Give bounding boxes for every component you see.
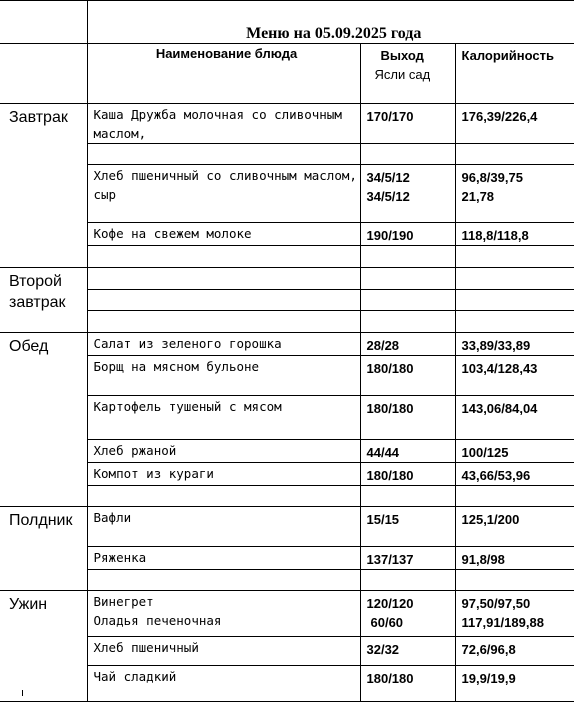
dish-name: Борщ на мясном бульоне <box>87 356 360 396</box>
dish-name: Чай сладкий <box>87 666 360 702</box>
dish-name-line: Оладья печеночная <box>94 613 222 628</box>
blank-cell <box>87 311 360 333</box>
blank-cell <box>455 311 574 333</box>
dish-name <box>87 591 360 637</box>
dish-output: 180/180 <box>360 396 455 440</box>
blank-cell <box>0 1 87 44</box>
dish-name: Вафли <box>87 507 360 547</box>
dish-calories <box>455 591 574 637</box>
dish-name-line: Винегрет <box>94 594 154 609</box>
dish-calories-line: 117,91/189,88 <box>462 613 574 632</box>
dish-calories: 176,39/226,4 <box>455 104 574 144</box>
blank-cell <box>360 290 455 311</box>
dish-calories: 118,8/118,8 <box>455 223 574 246</box>
dish-name: Салат из зеленого горошка <box>87 333 360 356</box>
blank-cell <box>0 44 87 104</box>
dish-name: Хлеб пшеничный со сливочным маслом, сыр <box>87 165 360 223</box>
dish-name: Картофель тушеный с мясом <box>87 396 360 440</box>
dish-name: Ряженка <box>87 547 360 570</box>
blank-cell <box>455 268 574 290</box>
dish-output-line: 60/60 <box>367 613 455 632</box>
meal-label-snack: Полдник <box>0 507 87 591</box>
column-header-output <box>360 44 455 104</box>
blank-cell <box>360 311 455 333</box>
blank-cell <box>360 268 455 290</box>
dish-output-line: 120/120 <box>367 594 455 613</box>
meal-label-lunch: Обед <box>0 333 87 507</box>
page-edge-mark <box>22 690 23 696</box>
dish-name: Хлеб ржаной <box>87 440 360 463</box>
dish-calories-line: 96,8/39,75 <box>462 168 574 187</box>
dish-output: 180/180 <box>360 666 455 702</box>
dish-output <box>360 165 455 223</box>
dish-calories: 143,06/84,04 <box>455 396 574 440</box>
page-title: Меню на 05.09.2025 года <box>87 1 574 44</box>
dish-calories: 43,66/53,96 <box>455 463 574 486</box>
dish-output: 32/32 <box>360 637 455 666</box>
dish-output: 170/170 <box>360 104 455 144</box>
blank-cell <box>455 570 574 591</box>
dish-calories: 103,4/128,43 <box>455 356 574 396</box>
column-header-output-label: Выход <box>381 48 424 63</box>
blank-cell <box>87 268 360 290</box>
blank-cell <box>455 246 574 268</box>
dish-output: 180/180 <box>360 356 455 396</box>
blank-cell <box>360 570 455 591</box>
dish-output <box>360 591 455 637</box>
blank-cell <box>360 144 455 165</box>
column-header-calories: Калорийность <box>455 44 574 104</box>
dish-calories-line: 21,78 <box>462 187 574 206</box>
dish-name: Кофе на свежем молоке <box>87 223 360 246</box>
blank-cell <box>360 246 455 268</box>
dish-output: 44/44 <box>360 440 455 463</box>
dish-name: Хлеб пшеничный <box>87 637 360 666</box>
dish-name: Компот из кураги <box>87 463 360 486</box>
dish-output: 137/137 <box>360 547 455 570</box>
dish-output: 190/190 <box>360 223 455 246</box>
dish-calories <box>455 165 574 223</box>
blank-cell <box>87 486 360 507</box>
dish-calories: 91,8/98 <box>455 547 574 570</box>
dish-calories: 72,6/96,8 <box>455 637 574 666</box>
blank-cell <box>455 486 574 507</box>
blank-cell <box>87 144 360 165</box>
dish-calories: 100/125 <box>455 440 574 463</box>
blank-cell <box>87 570 360 591</box>
dish-output-line: 34/5/12 <box>367 187 455 206</box>
blank-cell <box>87 246 360 268</box>
dish-calories: 33,89/33,89 <box>455 333 574 356</box>
column-header-output-sub: Ясли сад <box>375 65 455 84</box>
dish-calories-line: 97,50/97,50 <box>462 594 574 613</box>
meal-label-second-breakfast: Второй завтрак <box>0 268 87 333</box>
dish-output-line: 34/5/12 <box>367 168 455 187</box>
blank-cell <box>360 486 455 507</box>
dish-calories: 125,1/200 <box>455 507 574 547</box>
dish-output: 15/15 <box>360 507 455 547</box>
dish-calories: 19,9/19,9 <box>455 666 574 702</box>
dish-name: Каша Дружба молочная со сливочным маслом, <box>87 104 360 144</box>
meal-label-breakfast: Завтрак <box>0 104 87 268</box>
meal-label-dinner: Ужин <box>0 591 87 702</box>
column-header-name: Наименование блюда <box>87 44 360 104</box>
blank-cell <box>455 290 574 311</box>
dish-output: 180/180 <box>360 463 455 486</box>
dish-output: 28/28 <box>360 333 455 356</box>
blank-cell <box>455 144 574 165</box>
blank-cell <box>87 290 360 311</box>
